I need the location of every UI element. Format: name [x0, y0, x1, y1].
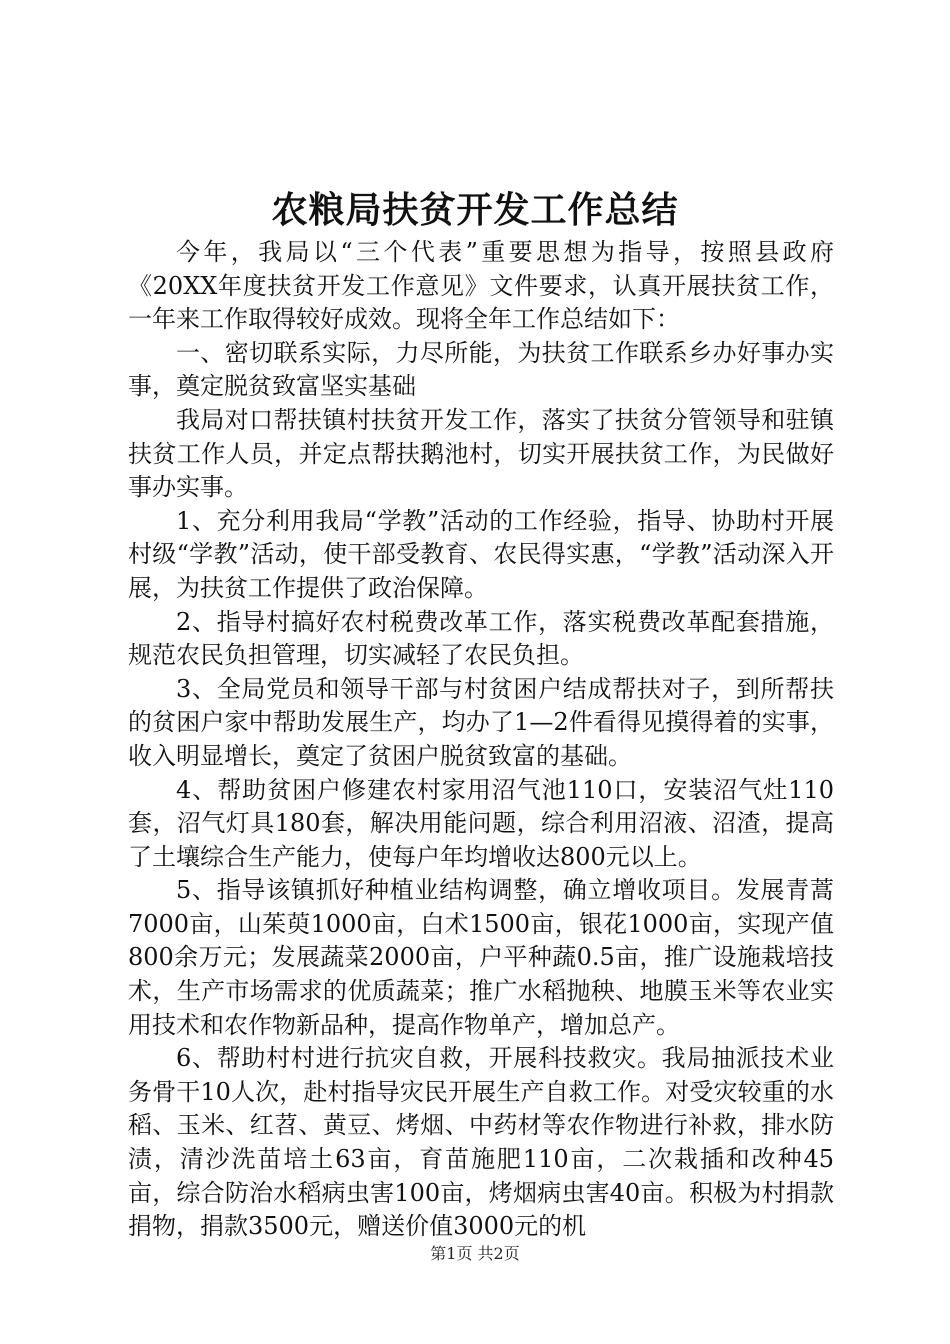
page-footer: 第1页 共2页: [430, 1244, 520, 1263]
paragraph-item-3: 3、全局党员和领导干部与村贫困户结成帮扶对子，到所帮扶的贫困户家中帮助发展生产，均办了1—2件看得见摸得着的实事，收入明显增长，奠定了贫困户脱贫致富的基础。: [128, 674, 834, 770]
paragraph-section-heading: 一、密切联系实际，力尽所能，为扶贫工作联系乡办好事办实事，奠定脱贫致富坚实基础: [128, 338, 834, 401]
document-title: 农粮局扶贫开发工作总结: [271, 189, 679, 231]
paragraph-item-4: 4、帮助贫困户修建农村家用沼气池110口，安装沼气灶110套，沼气灯具180套，解决用能问题，综合利用沼液、沼渣，提高了土壤综合生产能力，使每户年均增收达800元以上。: [128, 775, 834, 871]
paragraph-overview: 我局对口帮扶镇村扶贫开发工作，落实了扶贫分管领导和驻镇扶贫工作人员，并定点帮扶鹅池村，切实开展扶贫工作，为民做好事办实事。: [128, 405, 834, 502]
paragraph-item-5: 5、指导该镇抓好种植业结构调整，确立增收项目。发展青蒿7000亩，山茱萸1000亩，白术1500亩，银花1000亩，实现产值800余万元；发展蔬菜2000亩，户平种蔬0.5亩，推广设施栽培技术，生产市场需求的优质蔬菜；推广水稻抛秧、地膜玉米等农业实用技术和农作物新品种，提高作物单产，增加总产。: [128, 876, 834, 1039]
paragraph-item-2: 2、指导村搞好农村税费改革工作，落实税费改革配套措施，规范农民负担管理，切实减轻了农民负担。: [128, 607, 834, 670]
document-body: [128, 236, 834, 1244]
paragraph-item-1: 1、充分利用我局“学教”活动的工作经验，指导、协助村开展村级“学教”活动，使干部受教育、农民得实惠，“学教”活动深入开展，为扶贫工作提供了政治保障。: [128, 506, 834, 602]
paragraph-item-6: 6、帮助村村进行抗灾自救，开展科技救灾。我局抽派技术业务骨干10人次，赴村指导灾民开展生产自救工作。对受灾较重的水稻、玉米、红苕、黄豆、烤烟、中药材等农作物进行补救，排水防渍，清沙洗苗培土63亩，育苗施肥110亩，二次栽插和改种45亩，综合防治水稻病虫害100亩，烤烟病虫害40亩。积极为村捐款捐物，捐款3500元，赠送价值3000元的机: [128, 1044, 834, 1241]
paragraph-intro: 今年，我局以“三个代表”重要思想为指导，按照县政府《20XX年度扶贫开发工作意见》文件要求，认真开展扶贫工作，一年来工作取得较好成效。现将全年工作总结如下：: [128, 238, 834, 334]
